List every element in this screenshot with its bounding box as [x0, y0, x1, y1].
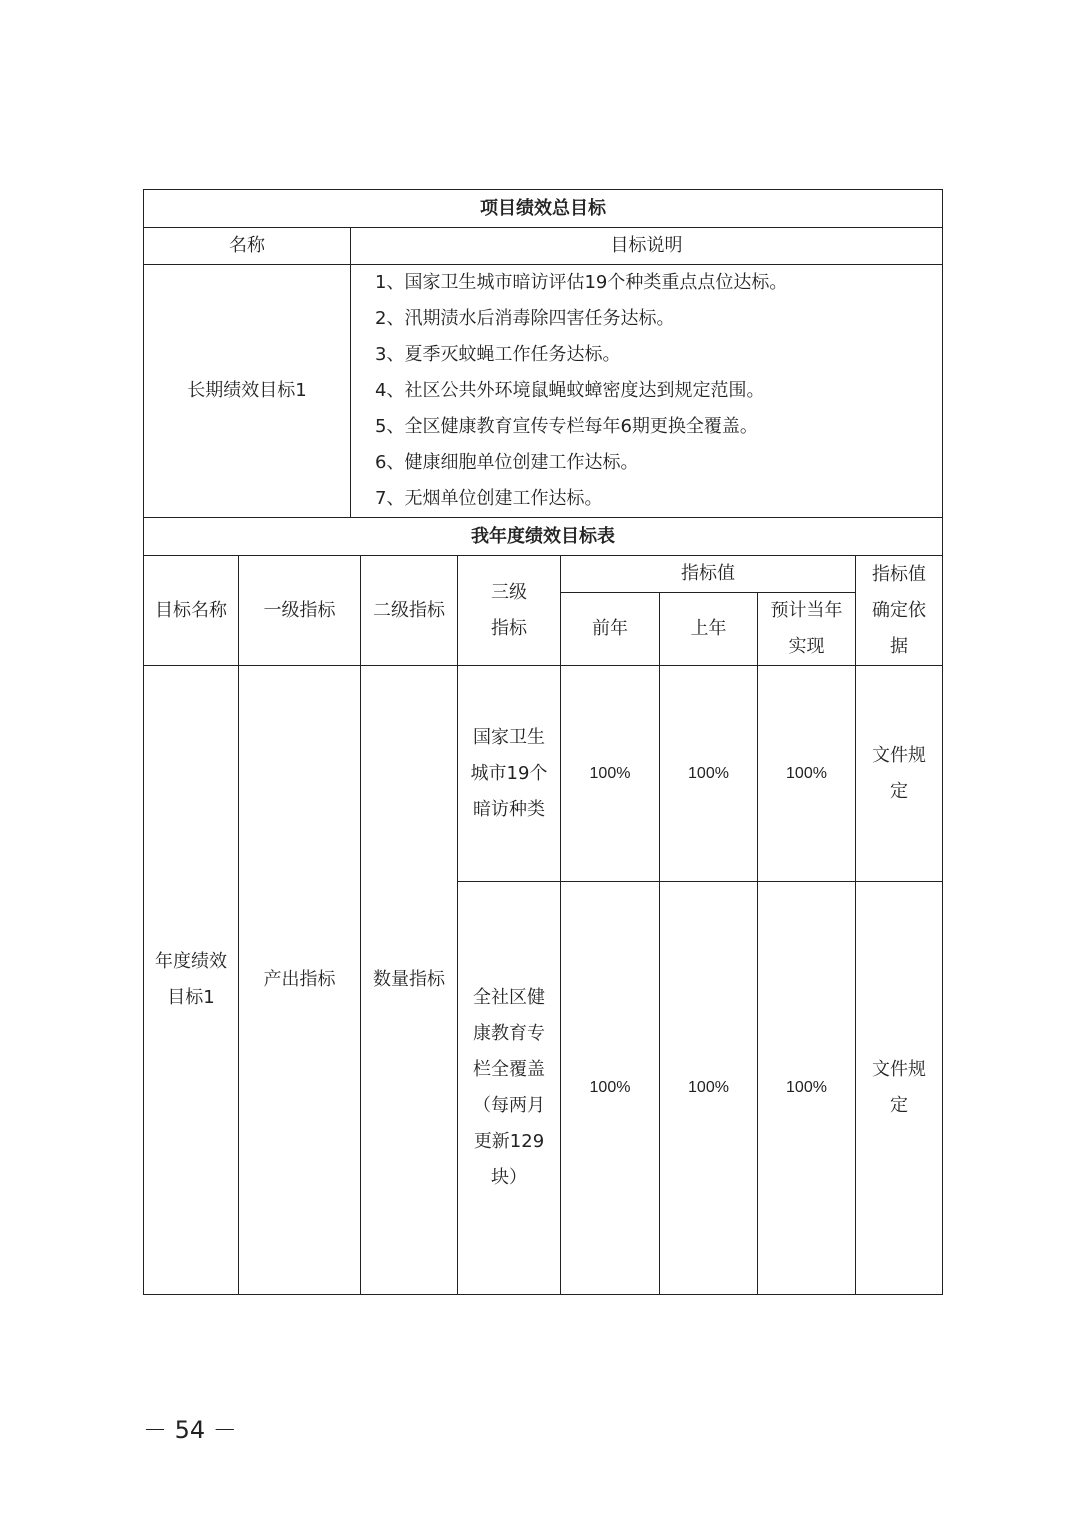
header-level1: 一级指标 [239, 556, 361, 666]
header-value: 指标值 [561, 556, 856, 593]
header-prev1: 上年 [660, 593, 758, 666]
page-number: － 54 － [143, 1416, 237, 1444]
basis-value: 文件规定 [856, 882, 943, 1295]
prev2-value: 100% [561, 882, 660, 1295]
col-desc-header: 目标说明 [351, 228, 943, 265]
basis-value: 文件规定 [856, 666, 943, 882]
prev1-value: 100% [660, 666, 758, 882]
level3-value: 国家卫生城市19个暗访种类 [458, 666, 561, 882]
goal-item: 4、社区公共外环境鼠蝇蚊蟑密度达到规定范围。 [375, 380, 765, 401]
annual-goal-name: 年度绩效目标1 [144, 666, 239, 1295]
goal-item: 1、国家卫生城市暗访评估19个种类重点点位达标。 [375, 272, 788, 293]
col-name-header: 名称 [144, 228, 351, 265]
level3-value: 全社区健康教育专栏全覆盖（每两月更新129块） [458, 882, 561, 1295]
annual-goal-table [143, 517, 943, 1295]
long-term-goal-name: 长期绩效目标1 [144, 265, 351, 518]
goal-item: 5、全区健康教育宣传专栏每年6期更换全覆盖。 [375, 416, 758, 437]
overall-title: 项目绩效总目标 [144, 190, 943, 228]
expected-value: 100% [758, 882, 856, 1295]
prev2-value: 100% [561, 666, 660, 882]
level2-value: 数量指标 [361, 666, 458, 1295]
header-goal-name: 目标名称 [144, 556, 239, 666]
goal-item: 6、健康细胞单位创建工作达标。 [375, 452, 639, 473]
header-level3: 三级指标 [458, 556, 561, 666]
header-expected: 预计当年实现 [758, 593, 856, 666]
prev1-value: 100% [660, 882, 758, 1295]
header-level2: 二级指标 [361, 556, 458, 666]
header-prev2: 前年 [561, 593, 660, 666]
header-basis: 指标值确定依据 [856, 556, 943, 666]
expected-value: 100% [758, 666, 856, 882]
goal-item: 2、汛期渍水后消毒除四害任务达标。 [375, 308, 675, 329]
overall-goal-table [143, 189, 943, 518]
goal-list [351, 265, 943, 518]
goal-item: 7、无烟单位创建工作达标。 [375, 488, 603, 509]
goal-item: 3、夏季灭蚊蝇工作任务达标。 [375, 344, 621, 365]
annual-title: 我年度绩效目标表 [144, 518, 943, 556]
level1-value: 产出指标 [239, 666, 361, 1295]
